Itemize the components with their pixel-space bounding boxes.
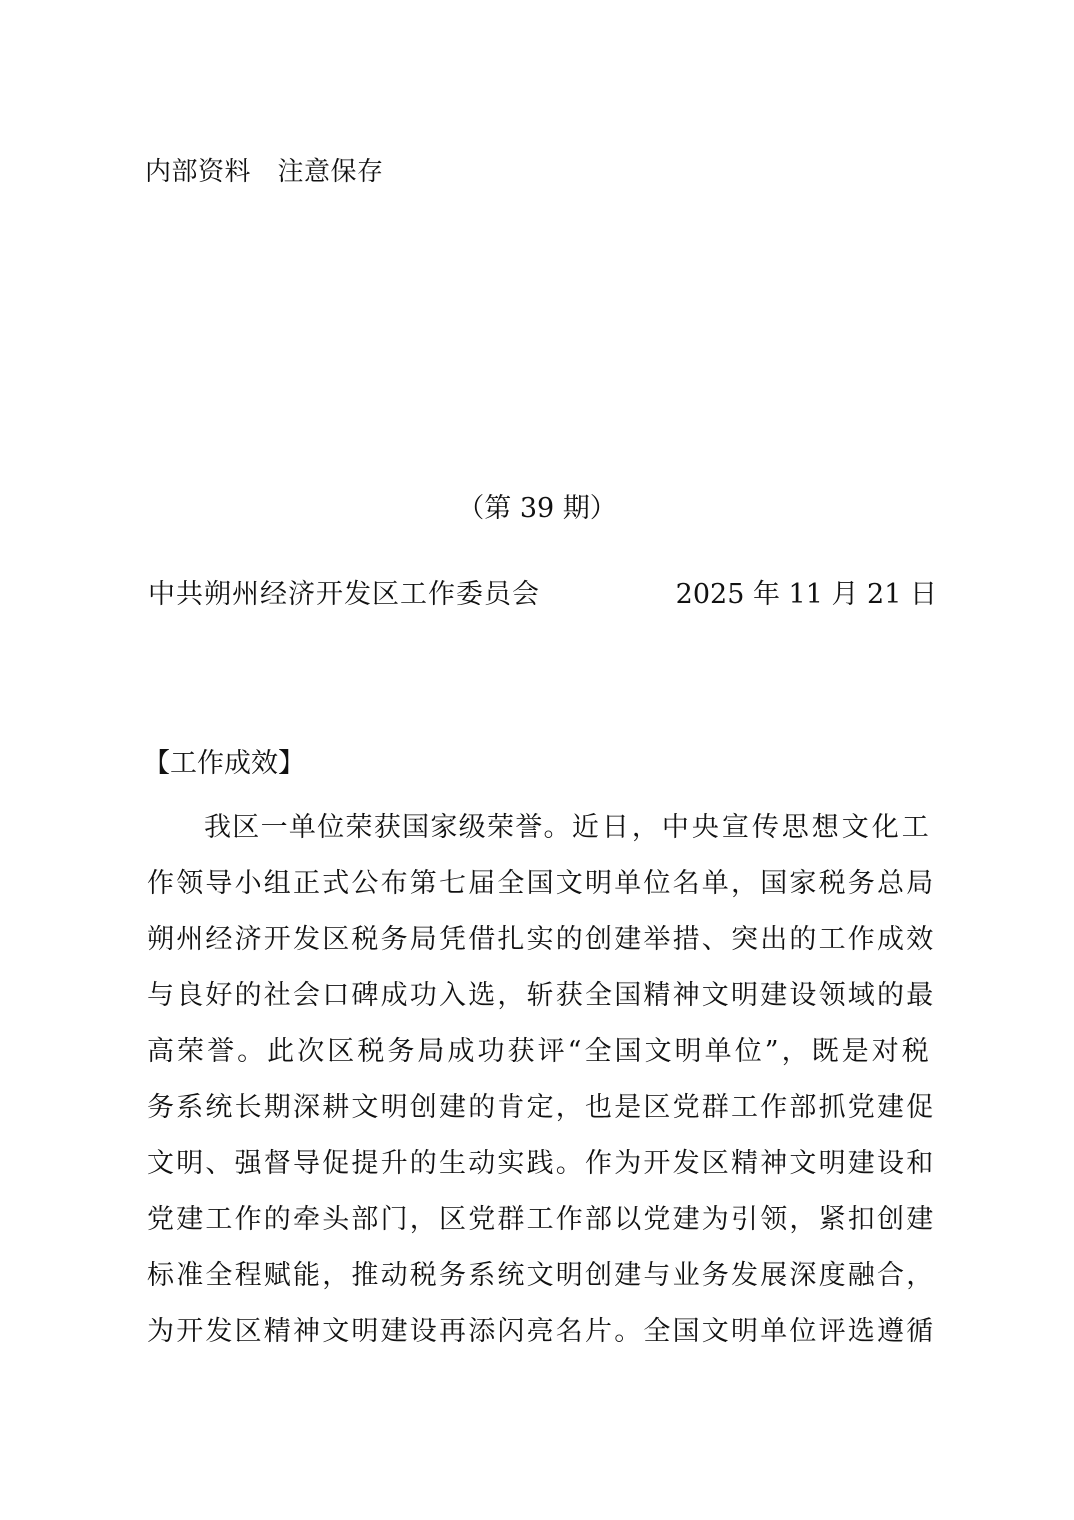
paragraph-line-text: 近日，中央宣传思想文化工 bbox=[571, 812, 931, 843]
paragraph-line: 为开发区精神文明建设再添闪亮名片。全国文明单位评选遵循 bbox=[147, 1316, 936, 1347]
confidential-notice: 内部资料 注意保存 bbox=[145, 157, 384, 187]
issue-date: 2025 年 11 月 21 日 bbox=[675, 579, 937, 610]
paragraph-line: 标准全程赋能，推动税务系统文明创建与业务发展深度融合， bbox=[147, 1260, 936, 1291]
paragraph-line: 务系统长期深耕文明创建的肯定，也是区党群工作部抓党建促 bbox=[147, 1092, 936, 1123]
paragraph-line: 作领导小组正式公布第七届全国文明单位名单，国家税务总局 bbox=[147, 868, 936, 899]
issuing-organization: 中共朔州经济开发区工作委员会 bbox=[148, 579, 540, 610]
paragraph-lead-title: 我区一单位荣获国家级荣誉。 bbox=[204, 812, 572, 843]
paragraph-line bbox=[147, 800, 931, 856]
paragraph-line: 与良好的社会口碑成功入选，斩获全国精神文明建设领域的最 bbox=[147, 980, 936, 1011]
paragraph-line: 文明、强督导促提升的生动实践。作为开发区精神文明建设和 bbox=[147, 1148, 936, 1179]
section-heading: 【工作成效】 bbox=[143, 748, 305, 779]
issue-number: （第 39 期） bbox=[457, 493, 617, 524]
body-paragraph bbox=[147, 800, 936, 1360]
paragraph-line: 朔州经济开发区税务局凭借扎实的创建举措、突出的工作成效 bbox=[147, 924, 936, 955]
paragraph-line: 高荣誉。此次区税务局成功获评“全国文明单位”，既是对税 bbox=[147, 1036, 931, 1067]
paragraph-line: 党建工作的牵头部门，区党群工作部以党建为引领，紧扣创建 bbox=[147, 1204, 936, 1235]
